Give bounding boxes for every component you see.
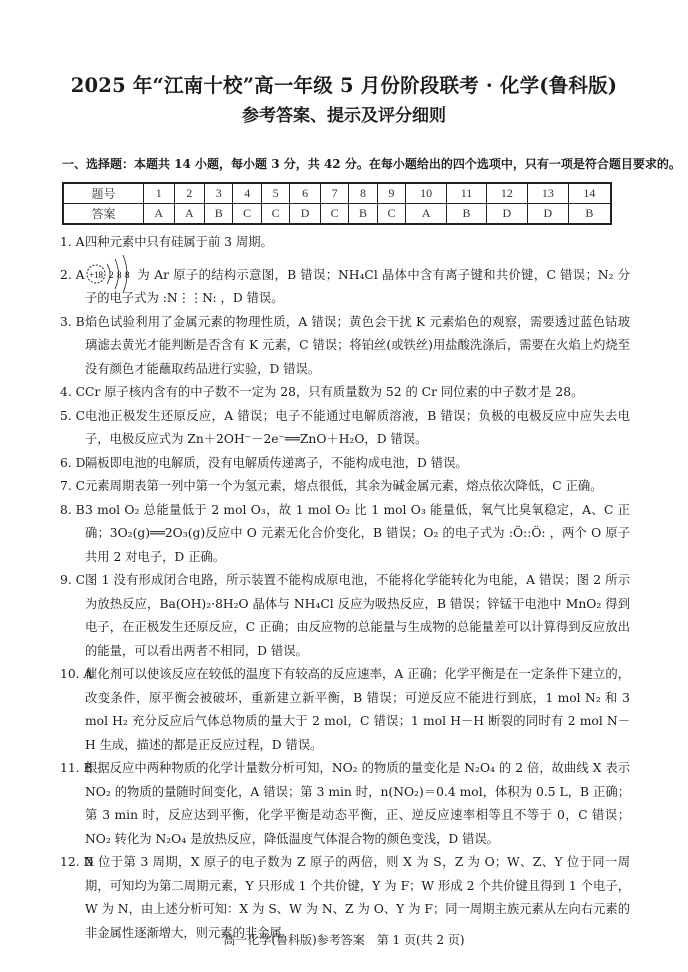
- item-text: 3 mol O₂ 总能量低于 2 mol O₃，故 1 mol O₂ 比 1 mol O₃ 能量低，氧气比臭氧稳定，A、C 正确；3O₂(g)══2O₃(g)反应中 O 元素无化合价变化，B 错误；O₂ 的电子式为 :Ö::Ö: ，两个 O 原子共用 2 对电子，D 正确。: [85, 502, 630, 564]
- explanation-item: [60, 264, 630, 311]
- item-number: 6. D: [60, 455, 86, 470]
- section-heading: 一、选择题：本题共 14 小题，每小题 3 分，共 42 分。在每小题给出的四个选项中，只有一项是符合题目要求的。: [62, 157, 681, 171]
- question-number: 8: [349, 183, 377, 204]
- explanation-item: [60, 499, 630, 570]
- question-number: 4: [233, 183, 261, 204]
- question-number: 11: [447, 183, 487, 204]
- document-title: 2025 年“江南十校”高一年级 5 月份阶段联考 · 化学(鲁科版): [70, 74, 618, 97]
- item-number: 1. A: [60, 235, 85, 249]
- explanation-item: [60, 452, 630, 476]
- answer-cell: B: [568, 204, 611, 225]
- item-number: 10. A: [60, 667, 93, 681]
- explanation-item: [60, 757, 630, 851]
- question-number: 9: [377, 183, 405, 204]
- item-number: 4. C: [60, 385, 86, 399]
- page-footer: 高一化学(鲁科版)参考答案 第 1 页(共 2 页): [223, 933, 465, 947]
- item-number: 11. B: [60, 761, 93, 775]
- table-row-numbers: [63, 183, 611, 204]
- item-text: 为 Ar 原子的结构示意图，B 错误；NH₄Cl 晶体中含有离子键和共价键，C 错误；N₂ 分子的电子式为 :N⋮⋮N: ，D 错误。: [85, 267, 630, 305]
- answer-cell: D: [527, 204, 568, 225]
- answer-cell: A: [406, 204, 447, 225]
- question-number: 6: [290, 183, 321, 204]
- item-number: 7. C: [60, 479, 86, 493]
- item-number: 2. A: [60, 267, 85, 282]
- atom-structure-diagram: [85, 254, 137, 294]
- answer-cell: D: [290, 204, 321, 225]
- answer-cell: A: [144, 204, 175, 225]
- item-text: 四种元素中只有硅属于前 3 周期。: [85, 235, 273, 249]
- shell-electrons: 8: [125, 270, 130, 280]
- answer-cell: C: [320, 204, 348, 225]
- row-header: 答案: [63, 204, 144, 225]
- answer-cell: B: [447, 204, 487, 225]
- answer-cell: C: [233, 204, 261, 225]
- question-number: 2: [174, 183, 205, 204]
- explanations: [60, 231, 630, 945]
- document-subtitle: 参考答案、提示及评分细则: [242, 106, 446, 126]
- question-number: 3: [205, 183, 233, 204]
- question-number: 14: [568, 183, 611, 204]
- shell-electrons: 2: [109, 270, 114, 280]
- item-text: X 位于第 3 周期，X 原子的电子数为 Z 原子的两倍，则 X 为 S，Z 为 O；W、Z、Y 位于同一周期，可知均为第二周期元素，Y 只形成 1 个共价键，Y 为 F；W 形成 2 个共价键且得到 1 个电子，W 为 N，由上述分析可知：X 为 S、W 为 N、Z 为 O、Y 为 F；同一周期主族元素从左向右元素的非金属性逐渐增大，则元素的非金属: [85, 855, 630, 940]
- item-text: 根据反应中两种物质的化学计量数分析可知，NO₂ 的物质的量变化是 N₂O₄ 的 2 倍，故曲线 X 表示 NO₂ 的物质的量随时间变化，A 错误；第 3 min 时，n(NO₂)＝0.4 mol，体积为 0.5 L，B 正确；第 3 min 时，反应达到平衡，化学平衡是动态平衡，正、逆反应速率相等且不等于 0，C 错误；NO₂ 转化为 N₂O₄ 是放热反应，降低温度气体混合物的颜色变浅，D 错误。: [85, 761, 630, 846]
- explanation-item: [60, 381, 630, 405]
- question-number: 13: [527, 183, 568, 204]
- answer-table: [62, 182, 612, 225]
- item-text: 催化剂可以使该反应在较低的温度下有较高的反应速率，A 正确；化学平衡是在一定条件下建立的，改变条件，原平衡会被破坏，重新建立新平衡，B 错误；可逆反应不能进行到底，1 mol N₂ 和 3 mol H₂ 充分反应后气体总物质的量大于 2 mol，C 错误；1 mol H－H 断裂的同时有 2 mol N－H 生成，描述的都是正反应过程，D 错误。: [85, 667, 630, 752]
- explanation-item: [60, 663, 630, 757]
- item-number: 5. C: [60, 408, 86, 423]
- item-text: Cr 原子核内含有的中子数不一定为 28，只有质量数为 52 的 Cr 同位素的中子数才是 28。: [85, 385, 584, 399]
- answer-cell: C: [377, 204, 405, 225]
- answer-cell: C: [261, 204, 289, 225]
- item-number: 8. B: [60, 502, 85, 517]
- explanation-item: [60, 231, 630, 255]
- item-text: 电池正极发生还原反应，A 错误；电子不能通过电解质溶液，B 错误；负极的电极反应中应失去电子，电极反应式为 Zn＋2OH⁻－2e⁻══ZnO＋H₂O，D 错误。: [85, 408, 630, 446]
- question-number: 7: [320, 183, 348, 204]
- item-number: 3. B: [60, 314, 85, 329]
- answer-cell: B: [349, 204, 377, 225]
- answer-cell: D: [486, 204, 527, 225]
- item-number: 12. D: [60, 855, 94, 869]
- question-number: 12: [486, 183, 527, 204]
- table-row-answers: [63, 204, 611, 225]
- item-text: 隔板即电池的电解质，没有电解质传递离子，不能构成电池，D 错误。: [85, 455, 468, 470]
- answer-cell: A: [174, 204, 205, 225]
- item-text: 元素周期表第一列中第一个为氢元素，熔点很低，其余为碱金属元素，熔点依次降低，C 正确。: [85, 479, 603, 493]
- explanation-item: [60, 475, 630, 499]
- row-header: 题号: [63, 183, 144, 204]
- explanation-item: [60, 405, 630, 452]
- explanation-item: [60, 311, 630, 382]
- item-text: 焰色试验利用了金属元素的物理性质，A 错误；黄色会干扰 K 元素焰色的观察，需要透过蓝色钴玻璃滤去黄光才能判断是否含有 K 元素，C 错误；将铂丝(或铁丝)用盐酸洗涤后，需要在火焰上灼烧至没有颜色才能蘸取药品进行实验，D 错误。: [85, 314, 630, 376]
- nucleus-charge: +18: [88, 270, 104, 280]
- shell-electrons: 8: [117, 270, 122, 280]
- explanation-item: [60, 569, 630, 663]
- question-number: 5: [261, 183, 289, 204]
- question-number: 10: [406, 183, 447, 204]
- question-number: 1: [144, 183, 175, 204]
- item-number: 9. C: [60, 573, 86, 587]
- item-text: 图 1 没有形成闭合电路，所示装置不能构成原电池，不能将化学能转化为电能，A 错误；图 2 所示为放热反应，Ba(OH)₂·8H₂O 晶体与 NH₄Cl 反应为吸热反应，B 错误；锌锰干电池中 MnO₂ 得到电子，在正极发生还原反应，C 正确；由反应物的总能量与生成物的总能量差可以计算得到反应放出的能量，可以看出两者不相同，D 错误。: [85, 573, 630, 658]
- answer-cell: B: [205, 204, 233, 225]
